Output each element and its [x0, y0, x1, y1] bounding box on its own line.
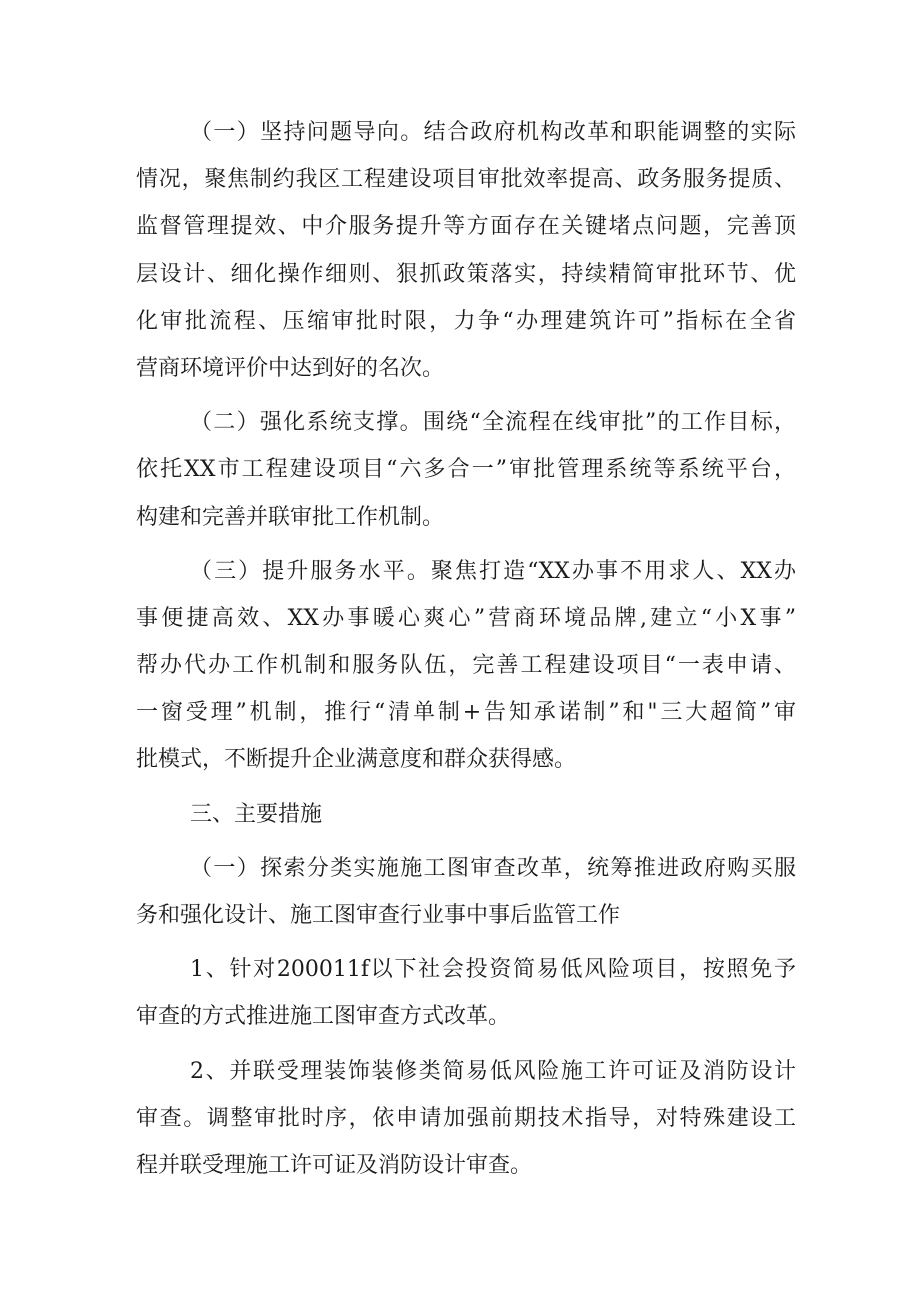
text-line: 批模式，不断提升企业满意度和群众获得感。 [136, 747, 577, 773]
text-line: （一）探索分类实施施工图审查改革，统筹推进政府购买服 [190, 855, 796, 881]
paragraph-problem-orientation [136, 109, 796, 392]
paragraph-service-level [136, 548, 796, 784]
text-line: 务和强化设计、施工图审查行业事中事后监管工作 [136, 903, 621, 928]
text-line: 一窗受理”机制，推行“清单制+告知承诺制”和"三大超简”审 [136, 700, 796, 726]
paragraph-item-2 [136, 1048, 796, 1190]
paragraph-drawing-review-reform [136, 845, 796, 939]
text-line: 1、针对200011f以下社会投资简易低风险项目，按照免予 [190, 957, 796, 983]
text-line: 监督管理提效、中介服务提升等方面存在关键堵点问题，完善顶 [136, 214, 796, 240]
text-line: 事便捷高效、XX办事暖心爽心”营商环境品牌,建立“小X事” [136, 605, 796, 631]
text-line: （三）提升服务水平。聚焦打造“XX办事不用求人、XX办 [190, 558, 796, 584]
document-body [136, 109, 796, 1189]
paragraph-system-support [136, 399, 796, 541]
text-line: 审查的方式推进施工图审查方式改革。 [136, 1004, 511, 1030]
text-line: 情况，聚焦制约我区工程建设项目审批效率提高、政务服务提质、 [136, 167, 796, 193]
text-line: 依托XX市工程建设项目“六多合一”审批管理系统等系统平台， [136, 457, 796, 483]
text-line: 化审批流程、压缩审批时限，力争“办理建筑许可”指标在全省 [136, 308, 796, 334]
text-line: （一）坚持问题导向。结合政府机构改革和职能调整的实际 [190, 120, 796, 145]
text-line: 程并联受理施工许可证及消防设计审查。 [136, 1152, 533, 1178]
text-line: 层设计、细化操作细则、狠抓政策落实，持续精简审批环节、优 [136, 261, 796, 287]
text-line: 2、并联受理装饰装修类简易低风险施工许可证及消防设计 [190, 1058, 796, 1084]
paragraph-item-1 [136, 946, 796, 1040]
text-line: 审查。调整审批时序，依申请加强前期技术指导，对特殊建设工 [136, 1105, 796, 1131]
text-line: 营商环境评价中达到好的名次。 [136, 355, 445, 381]
text-line: （二）强化系统支撑。围绕“全流程在线审批”的工作目标， [190, 410, 796, 436]
section-heading-main-measures [136, 791, 796, 838]
section-heading: 三、主要措施 [190, 801, 323, 827]
text-line: 构建和完善并联审批工作机制。 [136, 504, 445, 530]
text-line: 帮办代办工作机制和服务队伍，完善工程建设项目“一表申请、 [136, 653, 796, 679]
